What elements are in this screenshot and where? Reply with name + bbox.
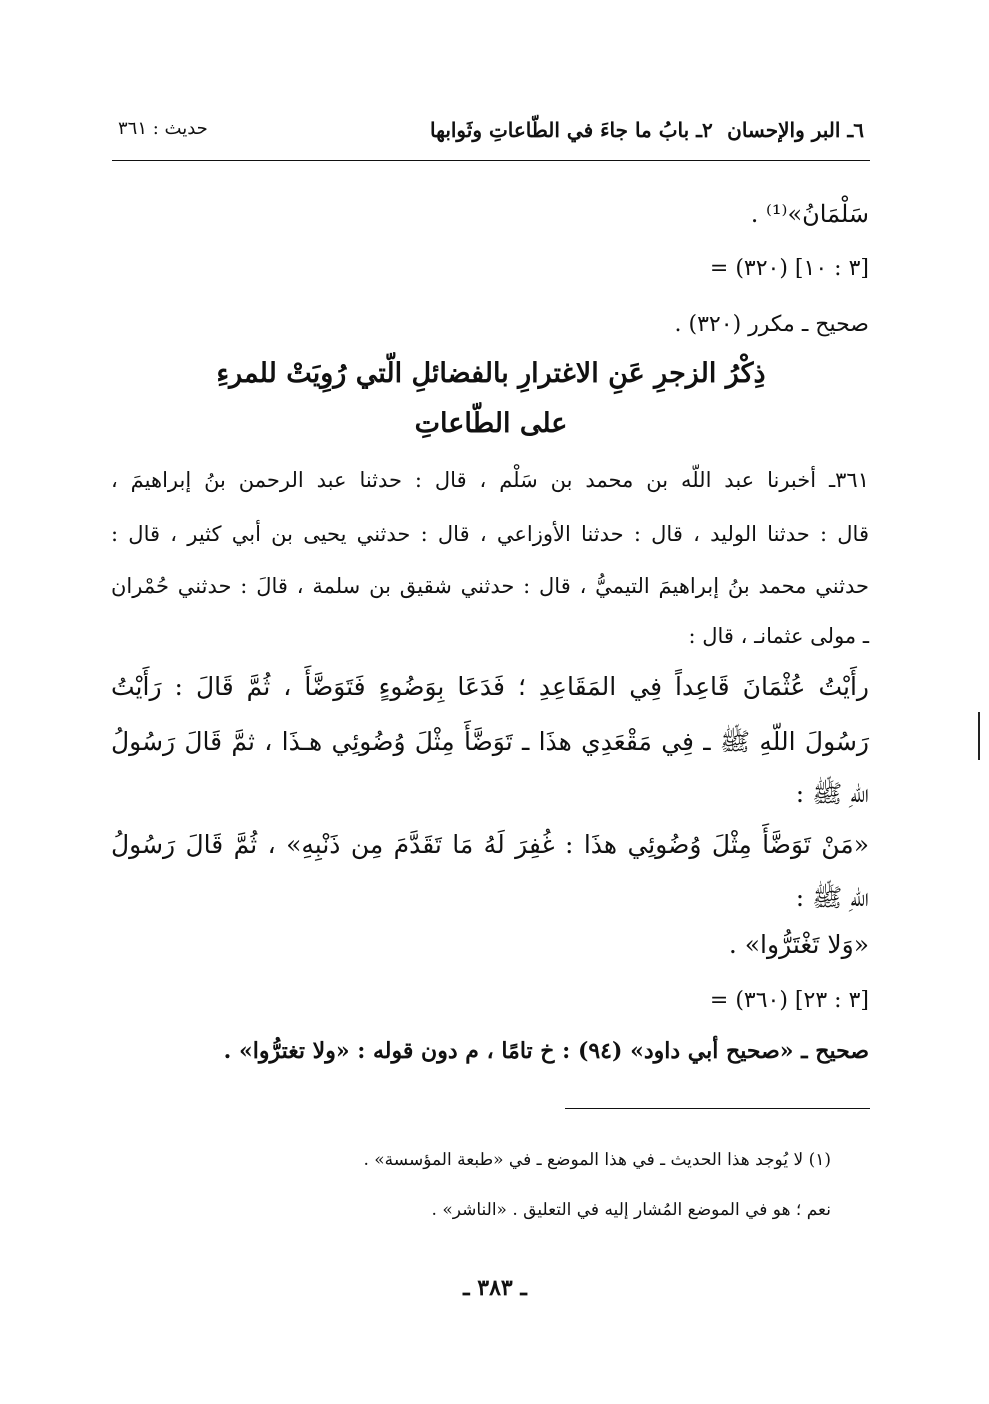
prev-text-line: سَلْمَانُ»⁽¹⁾ . xyxy=(750,200,869,228)
header-section: ٢ـ بابُ ما جاءَ في الطّاعاتِ وثَوابها xyxy=(430,118,713,142)
margin-mark xyxy=(978,712,980,760)
cross-reference: = (٣٦٠) [٣ : ٢٣] xyxy=(709,988,869,1013)
prev-cross-reference: = (٣٢٠) [٣ : ١٠] xyxy=(709,256,869,281)
isnad-line: حدثني محمد بنُ إبراهيمَ التيميُّ ، قال : حدثني شقيق بن سلمة ، قالَ : حدثني حُمْران xyxy=(111,574,869,598)
matn-line: اللّهِ ﷺ : xyxy=(795,883,869,912)
isnad-line: قال : حدثنا الوليد ، قال : حدثنا الأوزاعي ، قال : حدثني يحيى بن أبي كثير ، قال : xyxy=(111,522,869,546)
matn-line: اللّهِ ﷺ : xyxy=(795,779,869,808)
matn-line: «وَلا تَغْتَرُّوا» . xyxy=(728,930,869,959)
page-number: ـ ٣٨٣ ـ xyxy=(463,1275,527,1301)
hadith-grading: صحيح ـ «صحيح أبي داود» (٩٤) : خ تامًا ، م دون قوله : «ولا تغترُّوا» . xyxy=(223,1038,869,1064)
header-hadith-ref: حديث : ٣٦١ xyxy=(118,118,208,139)
section-heading-line-2: على الطّاعاتِ xyxy=(414,408,568,439)
header-rule xyxy=(112,160,870,161)
section-heading-line-1: ذِكْرُ الزجرِ عَنِ الاغترارِ بالفضائلِ الّتي رُوِيَتْ للمرءِ xyxy=(216,358,766,389)
header-chapter: ٦ـ البر والإحسان xyxy=(727,118,864,142)
matn-line: رَسُولَ اللّهِ ﷺ ـ فِي مَقْعَدِي هذَا ـ تَوَضَّأَ مِثْلَ وُضُوئِي هـذَا ، ثمَّ قَالَ رَسُولُ xyxy=(111,727,870,756)
footnote-line: (١) لا يُوجد هذا الحديث ـ في هذا الموضع ـ في «طبعة المؤسسة» . xyxy=(363,1150,831,1170)
prev-grading: صحيح ـ مكرر (٣٢٠) . xyxy=(674,312,869,337)
matn-line: «مَنْ تَوَضَّأَ مِثْلَ وُضُوئِي هذَا : غُفِرَ لَهُ مَا تَقَدَّمَ مِن ذَنْبِهِ» ، ثُمَّ قَالَ رَسُولُ xyxy=(111,830,869,859)
isnad-line: ٣٦١ـ أخبرنا عبد اللّه بن محمد بن سَلْم ، قال : حدثنا عبد الرحمن بنُ إبراهيمَ ، xyxy=(111,468,869,492)
isnad-line: ـ مولى عثمانـ ، قال : xyxy=(688,624,869,648)
footnote-rule xyxy=(565,1108,870,1109)
matn-line: رأَيْتُ عُثْمَانَ قَاعِداً فِي المَقَاعِدِ ؛ فَدَعَا بِوَضُوءٍ فَتَوَضَّأَ ، ثُمَّ قَالَ : رَأَيْتُ xyxy=(111,672,869,701)
footnote-line: نعم ؛ هو في الموضع المُشار إليه في التعليق . «الناشر» . xyxy=(431,1200,831,1220)
